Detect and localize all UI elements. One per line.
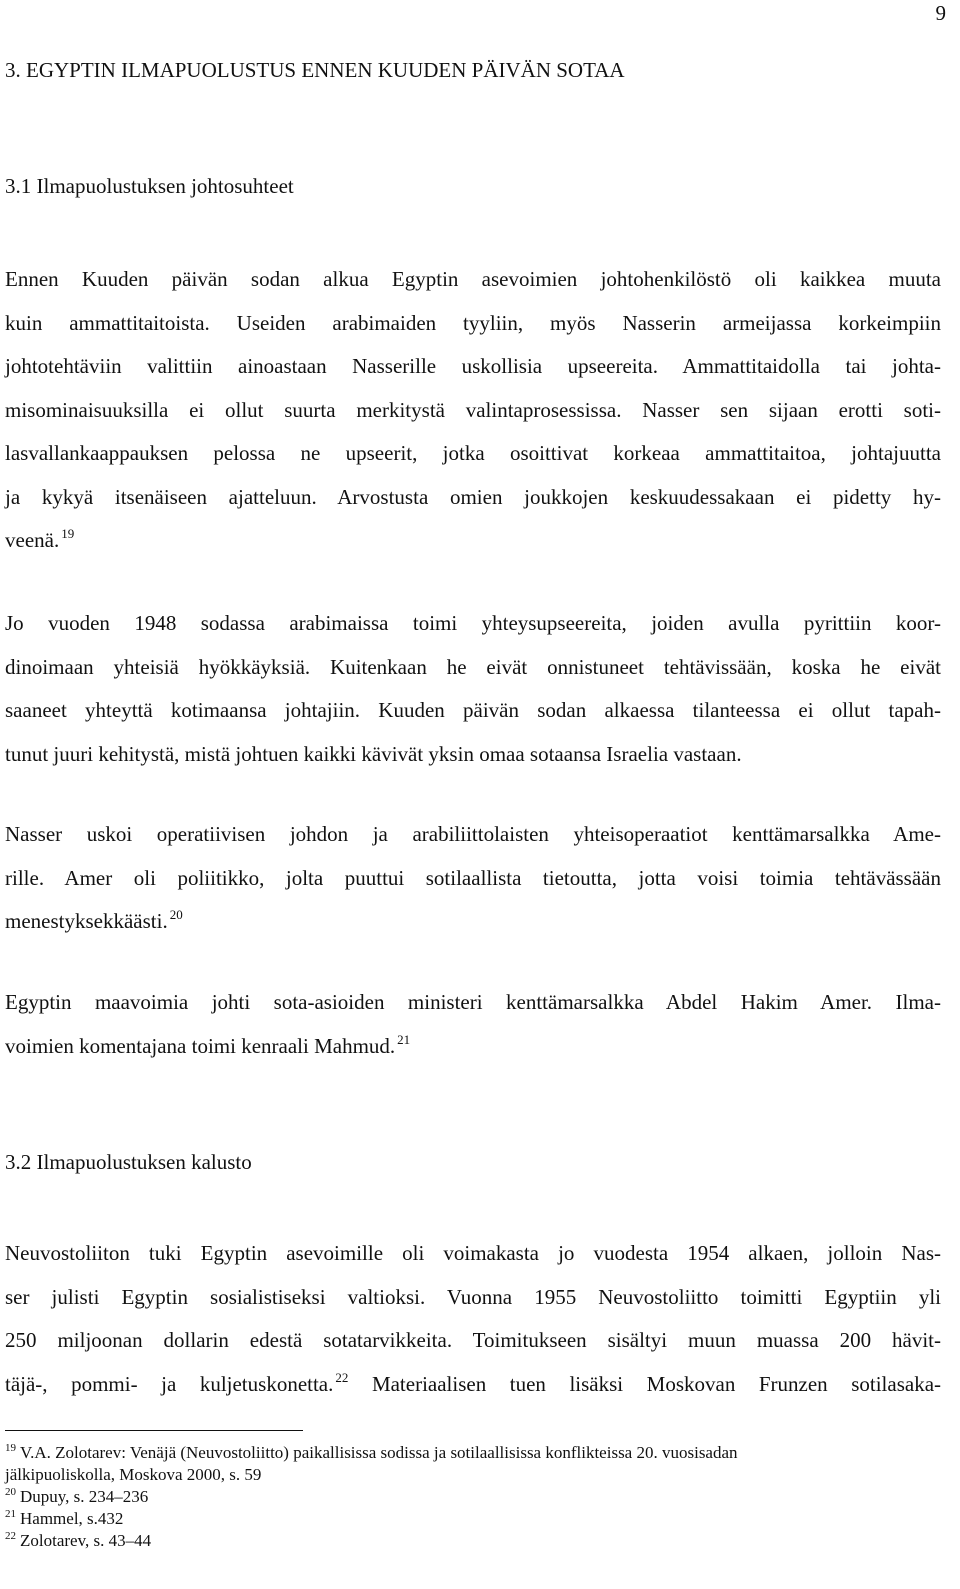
text-line: Ennen Kuuden päivän sodan alkua Egyptin asevoimien johtohenkilöstö oli kaikkea muuta xyxy=(5,267,941,291)
footnote-item xyxy=(5,1508,941,1530)
text-line: kuin ammattitaitoista. Useiden arabimaiden tyyliin, myös Nasserin armeijassa korkeimpiin xyxy=(5,310,941,335)
footnote-text: V.A. Zolotarev: Venäjä (Neuvostoliitto) paikallisissa sodissa ja sotilaallisissa konflikteissa 20. vuosisadan xyxy=(20,1443,738,1462)
text-line xyxy=(5,519,941,563)
paragraph xyxy=(5,258,941,563)
text-line: ser julisti Egyptin sosialistiseksi valtioksi. Vuonna 1955 Neuvostoliitto toimitti Egyptiin yli xyxy=(5,1284,941,1309)
footnote-continuation: jälkipuoliskolla, Moskova 2000, s. 59 xyxy=(5,1465,262,1484)
text-line: lasvallankaappauksen pelossa ne upseerit, jotka osoittivat korkeaa ammattitaitoa, johtajuutta xyxy=(5,441,941,465)
text-line: johtotehtäviin valittiin ainoastaan Nasserille uskollisia upseereita. Ammattitaidolla tai johta- xyxy=(5,354,941,378)
footnote-item xyxy=(5,1442,941,1464)
paragraph xyxy=(5,981,941,1068)
footnote-text: Dupuy, s. 234–236 xyxy=(20,1487,149,1506)
text-line: Nasser uskoi operatiivisen johdon ja arabiliittolaisten yhteisoperaatiot kenttämarsalkka Ame- xyxy=(5,822,941,846)
footnote-reference[interactable]: 21 xyxy=(397,1031,411,1047)
text-line: tunut juuri kehitystä, mistä johtuen kaikki kävivät yksin omaa sotaansa Israelia vastaan. xyxy=(5,741,742,766)
chapter-heading: 3. EGYPTIN ILMAPUOLUSTUS ENNEN KUUDEN PÄIVÄN SOTAA xyxy=(5,58,625,82)
footnote-number: 21 xyxy=(5,1508,16,1520)
page-number: 9 xyxy=(935,1,946,25)
footnote-number: 22 xyxy=(5,1530,16,1542)
text-line: misominaisuuksilla ei ollut suurta merkitystä valintaprosessissa. Nasser sen sijaan erotti soti- xyxy=(5,397,941,422)
text-line: Egyptin maavoimia johti sota-asioiden ministeri kenttämarsalkka Abdel Hakim Amer. Ilma- xyxy=(5,990,941,1014)
text-line: Neuvostoliiton tuki Egyptin asevoimille oli voimakasta jo vuodesta 1954 alkaen, jolloin Nas- xyxy=(5,1241,941,1265)
paragraph xyxy=(5,813,941,944)
paragraph xyxy=(5,1232,941,1406)
footnote-separator xyxy=(5,1430,303,1431)
section-heading-3-2: 3.2 Ilmapuolustuksen kalusto xyxy=(5,1150,252,1174)
text-fragment: täjä-, pommi- ja kuljetuskonetta. xyxy=(5,1371,334,1396)
footnote-reference[interactable]: 20 xyxy=(169,907,183,922)
text-line: saaneet yhteyttä kotimaansa johtajiin. Kuuden päivän sodan alkaessa tilanteessa ei ollut tapah- xyxy=(5,698,941,722)
paragraph xyxy=(5,602,941,776)
text-line xyxy=(5,1363,941,1407)
text-line: ja kykyä itsenäiseen ajatteluun. Arvostusta omien joukkojen keskuudessakaan ei pidetty hy- xyxy=(5,484,941,509)
text-fragment: voimien komentajana toimi kenraali Mahmud. xyxy=(5,1033,396,1058)
footnote-number: 20 xyxy=(5,1486,16,1498)
footnote-item xyxy=(5,1486,941,1508)
text-line: Jo vuoden 1948 sodassa arabimaissa toimi yhteysupseereita, joiden avulla pyrittiin koor- xyxy=(5,611,941,635)
text-fragment: veenä. xyxy=(5,528,60,552)
footnotes xyxy=(5,1442,941,1552)
footnote-reference[interactable]: 19 xyxy=(61,526,75,541)
text-line: 250 miljoonan dollarin edestä sotatarvikkeita. Toimitukseen sisältyi muun muassa 200 hävit- xyxy=(5,1328,941,1352)
footnote-number: 19 xyxy=(5,1442,16,1454)
footnote-reference[interactable]: 22 xyxy=(335,1369,349,1385)
text-fragment: menestyksekkäästi. xyxy=(5,909,168,933)
text-line xyxy=(5,900,941,944)
section-heading-3-1: 3.1 Ilmapuolustuksen johtosuhteet xyxy=(5,174,294,198)
footnote-item xyxy=(5,1530,941,1552)
footnote-text: Hammel, s.432 xyxy=(20,1509,124,1528)
text-line: dinoimaan yhteisiä hyökkäyksiä. Kuitenkaan he eivät onnistuneet tehtävissään, koska he eivät xyxy=(5,654,941,679)
text-line xyxy=(5,1025,941,1069)
footnote-text: Zolotarev, s. 43–44 xyxy=(20,1531,152,1550)
text-line: rille. Amer oli poliitikko, jolta puuttui sotilaallista tietoutta, jotta voisi toimia tehtävässään xyxy=(5,865,941,890)
text-fragment: Materiaalisen tuen lisäksi Moskovan Frunzen sotilasaka- xyxy=(371,1371,942,1396)
